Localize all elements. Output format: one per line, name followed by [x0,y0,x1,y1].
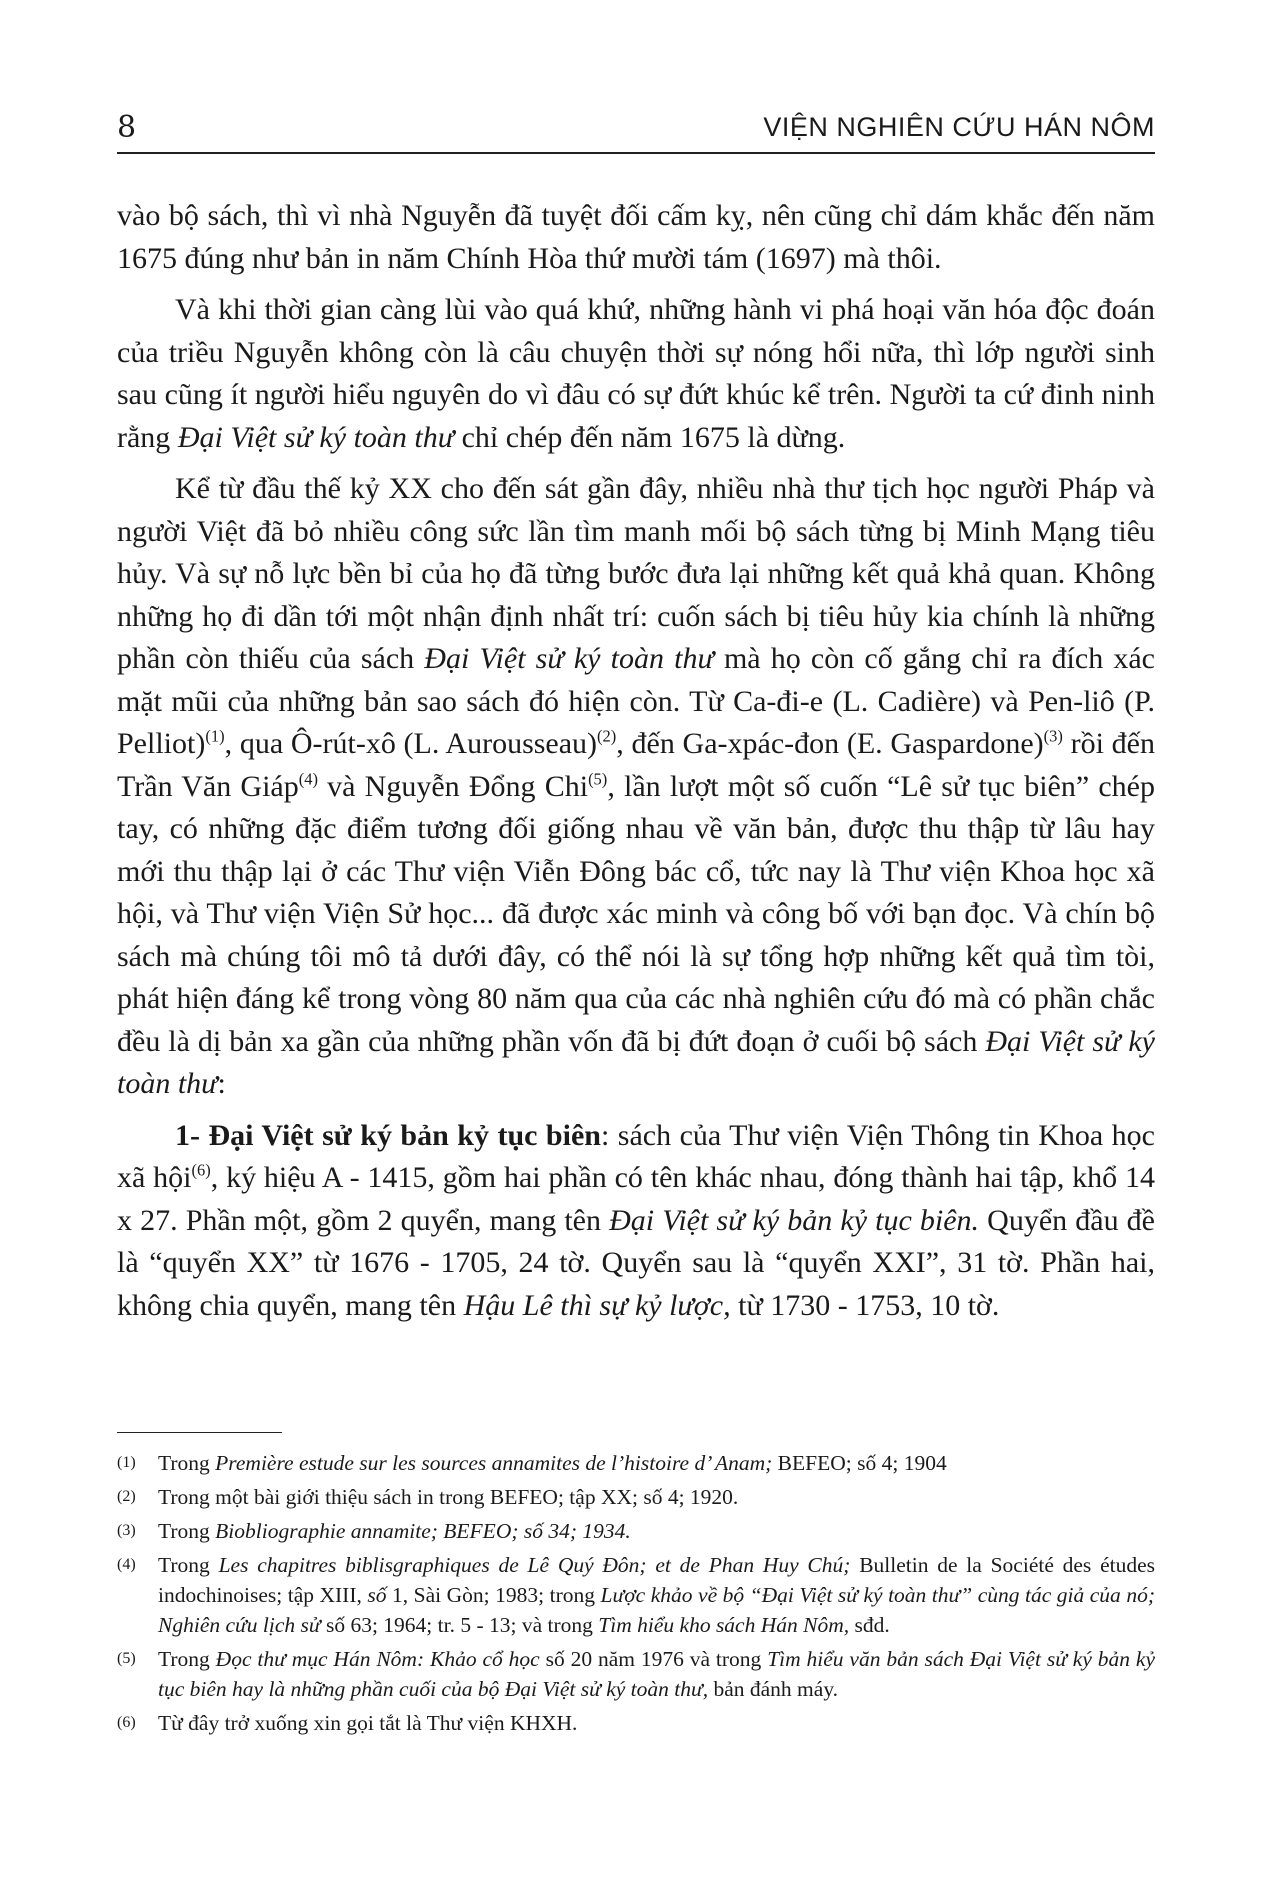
page-header [117,108,1155,154]
paragraph-1: vào bộ sách, thì vì nhà Nguyễn đã tuyệt đối cấm kỵ, nên cũng chỉ dám khắc đến năm 1675 đúng như bản in năm Chính Hòa thứ mười tám (1697) mà thôi. [117,199,1155,275]
book-title: Hậu Lê thì sự kỷ lược, [463,1288,731,1322]
footnotes [117,1448,1155,1742]
paragraph-2: Và khi thời gian càng lùi vào quá khứ, những hành vi phá hoại văn hóa độc đoán của triều Nguyễn không còn là câu chuyện thời sự nóng hổi nữa, thì lớp người sinh sau cũng ít người hiểu nguyên do vì đâu có sự đứt khúc kể trên. Người ta cứ đinh ninh rằng Đại Việt sử ký toàn thư chỉ chép đến năm 1675 là dừng. [117,293,1155,454]
footnote-ref: (6) [191,1160,211,1180]
paragraph-4: 1- Đại Việt sử ký bản kỷ tục biên: sách của Thư viện Viện Thông tin Khoa học xã hội$^{(6)}$, ký hiệu A - 1415, gồm hai phần có tên khác nhau, đóng thành hai tập, khổ 14 x 27. Phần một, gồm 2 quyển, mang tên Đại Việt sử ký bản kỷ tục biên. Quyển đầu đề là “quyển XX” từ 1676 - 1705, 24 tờ. Quyển sau là “quyển XXI”, 31 tờ. Phần hai, không chia quyển, mang tên Hậu Lê thì sự kỷ lược, từ 1730 - 1753, 10 tờ. [117,1118,1155,1322]
footnote-ref: (4) [298,768,318,788]
footnote-number: (6) [117,1714,136,1731]
footnote-number: (4) [117,1556,136,1573]
footnote-number: (5) [117,1650,136,1667]
footnote-1: (1) Trong Première estude sur les sources annamites de l’histoire d’ Anam; BEFEO; số 4; 1904 [117,1448,1155,1478]
book-title: Đại Việt sử ký toàn thư [177,420,455,454]
footnote-number: (3) [117,1522,136,1539]
footnote-ref: (5) [588,768,608,788]
footnote-ref: (1) [205,726,225,746]
book-title: Đại Việt sử ký toàn thư [117,1024,1155,1100]
page-number: 8 [117,110,137,145]
footnote-divider [117,1432,282,1433]
book-title: Đại Việt sử ký toàn thư [424,642,714,675]
footnote-5: (5) Trong Đọc thư mục Hán Nôm: Khảo cổ học số 20 năm 1976 và trong Tìm hiểu văn bản sách Đại Việt sử ký bản kỷ tục biên hay là những phần cuối của bộ Đại Việt sử ký toàn thư, bản đánh máy. [117,1644,1155,1704]
book-title: Đại Việt sử ký bản kỷ tục biên. [609,1203,980,1237]
footnote-number: (1) [117,1454,136,1471]
footnote-number: (2) [117,1488,136,1505]
footnote-2: (2) Trong một bài giới thiệu sách in trong BEFEO; tập XX; số 4; 1920. [117,1482,1155,1512]
footnote-4: (4) Trong Les chapitres biblisgraphiques de Lê Quý Đôn; et de Phan Huy Chú; Bulletin de la Société des études indochinoises; tập XIII, số 1, Sài Gòn; 1983; trong Lược khảo về bộ “Đại Việt sử ký toàn thư” cùng tác giả của nó; Nghiên cứu lịch sử số 63; 1964; tr. 5 - 13; và trong Tìm hiểu kho sách Hán Nôm, sđd. [117,1550,1155,1640]
footnote-6: (6) Từ đây trở xuống xin gọi tắt là Thư viện KHXH. [117,1708,1155,1738]
running-head: VIỆN NGHIÊN CỨU HÁN NÔM [763,112,1155,142]
paragraph-3: Kể từ đầu thế kỷ XX cho đến sát gần đây, nhiều nhà thư tịch học người Pháp và người Việt đã bỏ nhiều công sức lần tìm manh mối bộ sách từng bị Minh Mạng tiêu hủy. Và sự nỗ lực bền bỉ của họ đã từng bước đưa lại những kết quả khả quan. Không những họ đi dần tới một nhận định nhất trí: cuốn sách bị tiêu hủy kia chính là những phần còn thiếu của sách Đại Việt sử ký toàn thư mà họ còn cố gắng chỉ ra đích xác mặt mũi của những bản sao sách đó hiện còn. Từ Ca-đi-e (L. Cadière) và Pen-liô (P. Pelliot)$^{(1)}$, qua Ô-rút-xô (L. Aurousseau)$^{(2)}$, đến Ga-xpác-đon (E. Gaspardone)$^{(3)}$ rồi đến Trần Văn Giáp$^{(4)}$ và Nguyễn Đổng Chi$^{(5)}$, lần lượt một số cuốn “Lê sử tục biên” chép tay, có những đặc điểm tương đối giống nhau về văn bản, được thu thập từ lâu hay mới thu thập lại ở các Thư viện Viễn Đông bác cổ, tức nay là Thư viện Khoa học xã hội, và Thư viện Viện Sử học... đã được xác minh và công bố với bạn đọc. Và chín bộ sách mà chúng tôi mô tả dưới đây, có thể nói là sự tổng hợp những kết quả tìm tòi, phát hiện đáng kể trong vòng 80 năm qua của các nhà nghiên cứu đó mà có phần chắc đều là dị bản xa gần của những phần vốn đã bị đứt đoạn ở cuối bộ sách Đại Việt sử ký toàn thư: [117,472,1155,1100]
footnote-ref: (3) [1043,726,1063,746]
footnote-3: (3) Trong Biobliographie annamite; BEFEO; số 34; 1934. [117,1516,1155,1546]
entry-heading: 1- Đại Việt sử ký bản kỷ tục biên [175,1118,601,1152]
body-text [117,195,1155,1336]
footnote-ref: (2) [597,726,617,746]
